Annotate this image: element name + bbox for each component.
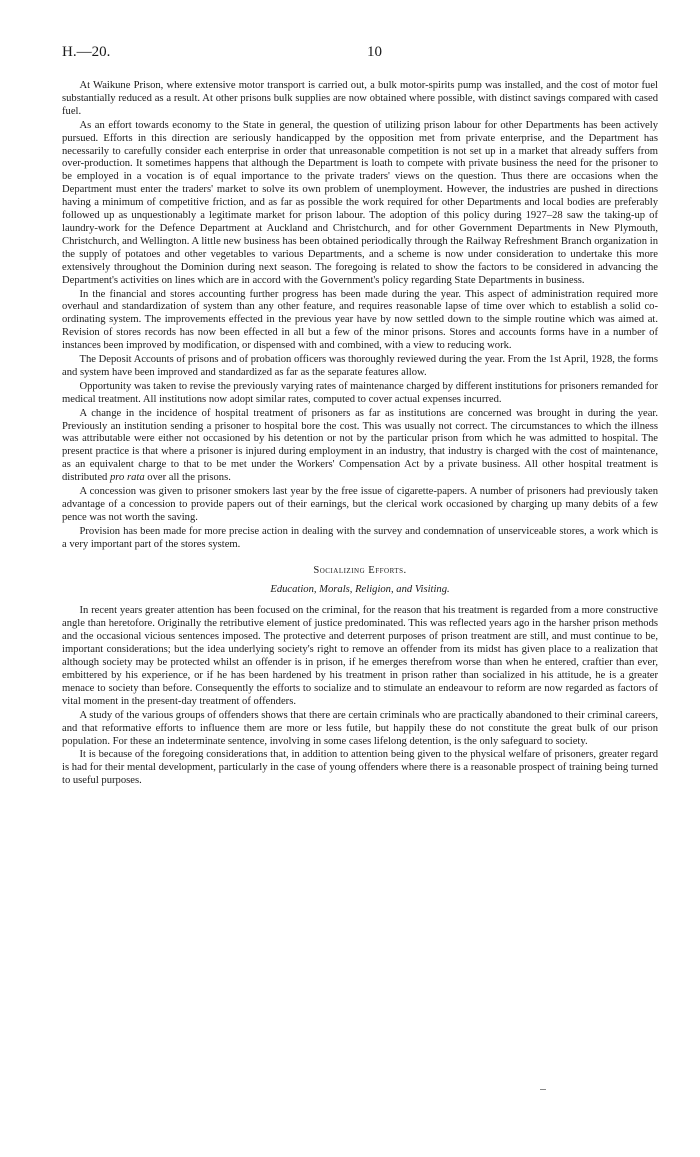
paragraph-offender-groups: A study of the various groups of offenders shows that there are certain criminals who are practically abandoned to their criminal careers, and that reformative efforts to influence them are more or less futile, but happily these do not constitute the great bulk of our prison population. For these an indeterminate sentence, involving in some cases lifelong detention, is the only safeguard to society. — [62, 709, 658, 747]
body-text — [62, 80, 658, 789]
paragraph-motor-spirits: At Waikune Prison, where extensive motor transport is carried out, a bulk motor-spirits pump was installed, and the cost of motor fuel substantially reduced as a result. At other prisons bulk supplies are now obtained where possible, with distinct savings compared with cased fuel. — [62, 80, 658, 117]
section-heading: Socializing Efforts. — [313, 564, 407, 576]
paragraph-criminal-attention: In recent years greater attention has been focused on the criminal, for the reason that his treatment is regarded from a more constructive angle than heretofore. Originally the retributive element of justice predominated. This was reflected years ago in the harsher prison methods and the occasional vicious sentences imposed. The protective and deterrent purposes of prison treatment are still, and must continue to be, important considerations; but the idea underlying society's right to remove an offender from its midst has given place to a realization that although society may be protected whilst an offender is in prison, if he emerges therefrom worse than when he entered, craftier than ever, embittered by his experience, or if he has been hardened by his treatment in prison rather than socialized in his attitude, he is a greater menace to society than before. Consequently the efforts to socialize and to stimulate an endeavour to reform are now regarded as factors of vital moment in the present-day treatment of offenders. — [62, 605, 658, 707]
report-reference: H.—20. — [62, 44, 111, 60]
hospital-text-end: over all the prisons. — [147, 472, 231, 484]
paragraph-maintenance-rates: Opportunity was taken to revise the previously varying rates of maintenance charged by different institutions for prisoners remanded for medical treatment. All institutions now adopt similar rates, computed to cover actual expenses incurred. — [62, 380, 658, 405]
paragraph-hospital-treatment — [62, 408, 658, 485]
page-number: 10 — [367, 44, 382, 60]
paragraph-deposit-accounts: The Deposit Accounts of prisons and of probation officers was thoroughly reviewed during the year. From the 1st April, 1928, the forms and system have been improved and standardized as far as the separate features allow. — [62, 354, 658, 378]
paragraph-prison-labour: As an effort towards economy to the State in general, the question of utilizing prison labour for other Departments has been actively pursued. Efforts in this direction are seriously handicapped by the opposition met from private enterprise, and the Department has necessarily to carefully consider each enterprise in order that unreasonable competition is not set up in a market that already suffers from over-production. It sometimes happens that although the Department is loath to compete with private business the need for the prisoner to be employed in a vocation is of equal importance to the private traders' views on the question. Thus there are occasions when the Department must enter the traders' market to solve its own problem of unemployment. However, the industries are pushed in directions having a minimum of competitive friction, and as far as possible the work required for other Departments and local bodies are preferably followed up as unquestionably a legitimate market for prison labour. The adoption of this policy during 1927–28 saw the taking-up of laundry-work for the Defence Department at Auckland and Christchurch, and for other Government Departments in New Plymouth, Christchurch, and Wellington. A little new business has been obtained periodically through the Railway Refreshment Branch organization in the supply of potatoes and other vegetables to various Departments, and a scheme is now under consideration to undertake this more extensively throughout the Dominion during next season. The foregoing is related to show the factors to be considered in advancing the Department's activities on lines which are in accord with the Government's policy regarding State Departments in business. — [62, 119, 658, 286]
hospital-text-start: A change in the incidence of hospital treatment of prisoners as far as institutions are concerned was brought in during the year. Previously an institution sending a prisoner to hospital bore the cost. This was usually not correct. The circumstances to which the illness was attributable were either not occasioned by his detention or not by the particular prison from which he was admitted to hospital. The present practice is that where a prisoner is injured during employment in an industry, that industry is charged with the cost of maintenance, as an equivalent charge to that to be met under the Workers' Compensation Act by a private business. All other hospital treatment is distributed — [62, 407, 658, 484]
paragraph-stores-accounting: In the financial and stores accounting further progress has been made during the year. This aspect of administration required more overhaul and standardization of system than any other feature, and requires reasonable lapse of time over which to establish a solid co-ordinating system. The improvements effected in the previous year have by now settled down to the simple routine which was aimed at. Revision of stores records has now been effected in all but a few of the minor prisons. Stores and accounts forms have in a number of instances been improved by modification, or dispensed with and combined, with a view to reducing work. — [62, 288, 658, 352]
footer-mark — [540, 1089, 546, 1090]
pro-rata-phrase: pro rata — [109, 472, 145, 484]
paragraph-mental-development: It is because of the foregoing considerations that, in addition to attention being given to the physical welfare of prisoners, greater regard is had for their mental development, particularly in the case of young offenders where there is a reasonable prospect of training being turned to useful purposes. — [62, 749, 658, 787]
running-head — [62, 44, 658, 66]
paragraph-unserviceable-stores: Provision has been made for more precise action in dealing with the survey and condemnation of unserviceable stores, a work which is a very important part of the stores system. — [62, 525, 658, 550]
paragraph-cigarette-papers: A concession was given to prisoner smokers last year by the free issue of cigarette-papers. A number of prisoners had previously taken advantage of a concession to provide papers out of their earnings, but the clerical work occasioned by charging up many debits of a few pence was not worth the saving. — [62, 486, 658, 523]
section-subheading: Education, Morals, Religion, and Visiting. — [270, 583, 450, 595]
